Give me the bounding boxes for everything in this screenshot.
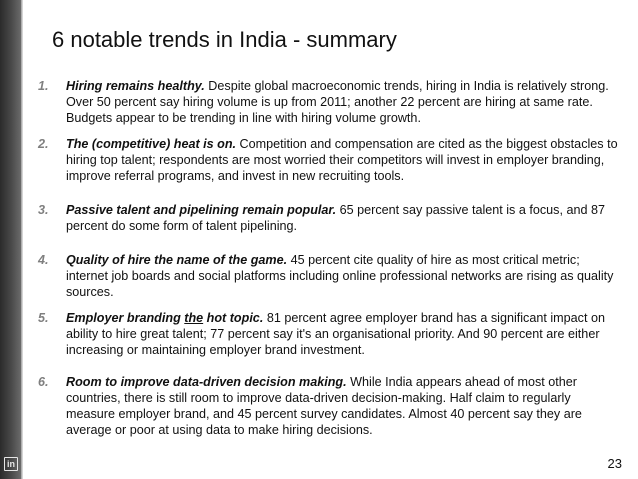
item-number: 4. (38, 253, 49, 267)
item-lead: Quality of hire the name of the game. (66, 253, 288, 267)
item-lead (66, 311, 263, 325)
item-lead-underlined: the (184, 311, 204, 325)
trend-item-6 (38, 374, 618, 438)
item-number: 3. (38, 203, 49, 217)
sidebar-edge (21, 0, 23, 479)
item-lead: Passive talent and pipelining remain popular. (66, 203, 337, 217)
item-number: 6. (38, 375, 49, 389)
item-lead: The (competitive) heat is on. (66, 137, 237, 151)
trend-item-4 (38, 252, 618, 300)
item-text: While India appears ahead of most other countries, there is still room to improve data-driven decision-making. Half claim to regularly measure employer brand, and 45 percent survey candidates. Almost 40 percent say they are average or poor at using data to make hiring decisions. (66, 375, 582, 437)
item-number: 2. (38, 137, 49, 151)
item-lead-part: hot topic. (203, 311, 264, 325)
trend-item-3 (38, 202, 618, 234)
item-number: 5. (38, 311, 49, 325)
item-text: 81 percent agree employer brand has a significant impact on ability to hire great talent; 77 percent say it's an organisational priority. And 90 percent are either increasing or maintaining employer brand investment. (66, 311, 605, 357)
item-number: 1. (38, 79, 49, 93)
item-text: Competition and compensation are cited as the biggest obstacles to hiring top talent; respondents are most worried their competitors will invest in employer branding, improve referral programs, and invest in new recruiting tools. (66, 137, 618, 183)
trend-item-5 (38, 310, 618, 358)
trend-item-2 (38, 136, 618, 184)
slide-title: 6 notable trends in India - summary (52, 27, 397, 52)
trend-list (38, 78, 618, 438)
item-text: 65 percent say passive talent is a focus, and 87 percent do some form of talent pipelining. (66, 203, 605, 233)
item-lead: Room to improve data-driven decision making. (66, 375, 347, 389)
page-number: 23 (607, 456, 622, 471)
item-lead: Hiring remains healthy. (66, 79, 205, 93)
item-lead-part: Employer branding (66, 311, 185, 325)
item-text: 45 percent cite quality of hire as most critical metric; internet job boards and social platforms including online professional networks are rising as quality sources. (66, 253, 614, 299)
item-text: Despite global macroeconomic trends, hiring in India is relatively strong. Over 50 percent say hiring volume is up from 2011; another 22 percent are hiring at same rate. Budgets appear to be trending in line with hiring volume growth. (66, 79, 609, 125)
linkedin-icon: in (4, 457, 18, 471)
left-sidebar-bar (0, 0, 21, 479)
trend-item-1 (38, 78, 618, 126)
